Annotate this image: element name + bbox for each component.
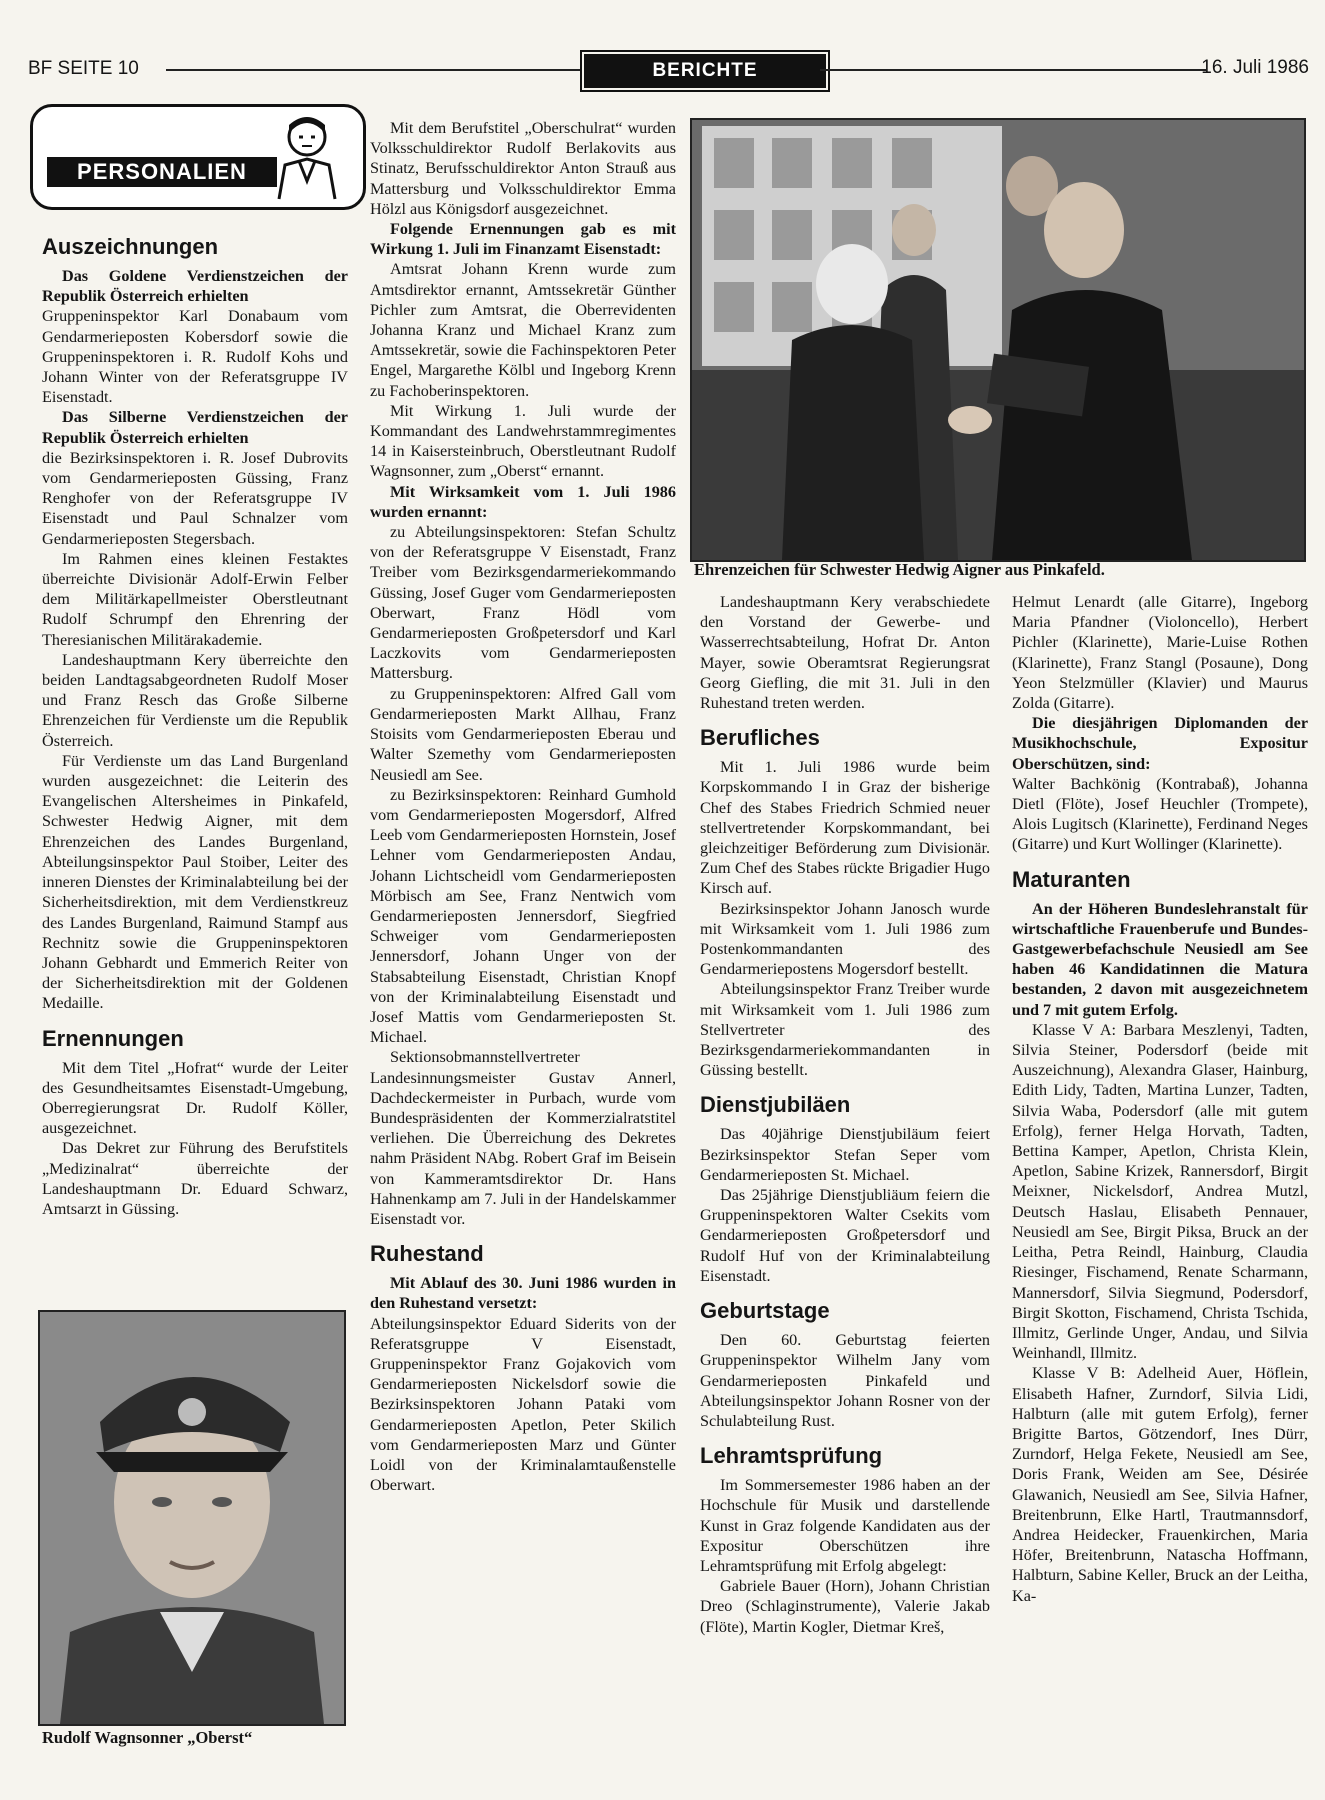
paragraph: zu Bezirksinspektoren: Reinhard Gumhold vom Gendarmerieposten Mogersdorf, Alfred Leeb vom Gendarmerieposten Hornstein, Josef Lehner vom Gendarmerieposten Andau, Johann Lichtscheidl vom Gendarmerieposten Mörbisch am See, Franz Nentwich vom Gendarmerieposten Jennersdorf, Siegfried Schweiger vom Gendarmerieposten Jennersdorf, Johann Unger von der Stabsabteilung Eisenstadt, Christian Knopf von der Kriminalabteilung Eisenstadt und Josef Mattis vom Gendarmerieposten St. Michael. <box>370 785 676 1047</box>
heading-lehramtspruefung: Lehramtsprüfung <box>700 1443 883 1469</box>
photo-caption-portrait: Rudolf Wagnsonner „Oberst“ <box>42 1728 253 1747</box>
paragraph: zu Abteilungsinspektoren: Stefan Schultz von der Referatsgruppe V Eisenstadt, Franz Treiber vom Bezirksgendarmeriekommando Güssing, Josef Guger vom Gendarmerieposten Oberwart, Franz Hödl vom Gendarmerieposten Großpetersdorf und Karl Laczkovits vom Gendarmerieposten Mattersburg. <box>370 523 676 683</box>
heading-maturanten: Maturanten <box>1012 866 1131 892</box>
personalien-banner <box>30 104 366 210</box>
paragraph: Landeshauptmann Kery überreichte den beiden Landtagsabgeordneten Rudolf Moser und Franz Resch das Große Silberne Ehrenzeichen für Verdienste um die Republik Österreich. <box>42 650 348 750</box>
paragraph-lead: Die diesjährigen Diplomanden der Musikhochschule, Expositur Oberschützen, sind: <box>1012 714 1308 773</box>
paragraph: Das 40jährige Dienstjubiläum feiert Bezirksinspektor Stefan Seper vom Gendarmerieposten St. Michael. <box>700 1125 990 1184</box>
heading-geburtstage: Geburtstage <box>700 1298 830 1324</box>
paragraph: Abteilungsinspektor Eduard Siderits von der Referatsgruppe V Eisenstadt, Gruppeninspektor Franz Gojakovich vom Gendarmerieposten Nickelsdorf sowie die Bezirksinspektoren Johann Pataki vom Gendarmerieposten Apetlon, Peter Skilich vom Gendarmerieposten Marz und Günter Loidl von der Kriminalamtaußenstelle Oberwart. <box>370 1314 676 1495</box>
heading-berufliches: Berufliches <box>700 725 820 751</box>
paragraph: Mit dem Berufstitel „Oberschulrat“ wurden Volksschuldirektor Rudolf Berlakovits aus Stinatz, Berufsschuldirektor Anton Strauß aus Mattersburg und Volksschuldirektor Emma Hölzl aus Königsdorf ausgezeichnet. <box>370 119 676 218</box>
heading-ernennungen: Ernennungen <box>42 1025 184 1051</box>
paragraph: Bezirksinspektor Johann Janosch wurde mit Wirksamkeit vom 1. Juli 1986 zum Postenkommandanten des Gendarmeriepostens Mogersdorf bestellt. <box>700 899 990 979</box>
paragraph: Im Rahmen eines kleinen Festaktes überreichte Divisionär Adolf-Erwin Felber dem Militärkapellmeister Oberstleutnant Rudolf Schrumpf den Ehrenring der Theresianischen Militärakademie. <box>42 549 348 649</box>
paragraph: Mit Wirkung 1. Juli wurde der Kommandant des Landwehrstammregimentes 14 in Kaisersteinbruch, Oberstleutnant Rudolf Wagnsonner, zum „Oberst“ ernannt. <box>370 401 676 481</box>
paragraph-lead: An der Höheren Bundeslehranstalt für wirtschaftliche Frauenberufe und Bundes-Gastgewerbefachschule Neusiedl am See haben 46 Kandidatinnen die Matura bestanden, 2 davon mit ausgezeichnetem und 7 mit gutem Erfolg. <box>1012 899 1308 1019</box>
paragraph: Mit dem Titel „Hofrat“ wurde der Leiter des Gesundheitsamtes Eisenstadt-Umgebung, Oberregierungsrat Dr. Rudolf Köller, ausgezeichnet. <box>42 1058 348 1138</box>
paragraph-lead: Mit Wirksamkeit vom 1. Juli 1986 wurden ernannt: <box>370 482 676 521</box>
person-icon <box>267 111 347 201</box>
section-label: BERICHTE <box>584 54 826 88</box>
paragraph: Helmut Lenardt (alle Gitarre), Ingeborg Maria Pfandner (Violoncello), Herbert Pichler (Klarinette), Marie-Luise Rothen (Klarinette), Franz Stangl (Posaune), Dong Yeon Stelzmüller (Klavier) und Maurus Zolda (Gitarre). <box>1012 593 1308 713</box>
photo-ceremony <box>690 118 1306 562</box>
column-2 <box>370 118 676 1495</box>
paragraph-lead: Mit Ablauf des 30. Juni 1986 wurden in den Ruhestand versetzt: <box>370 1274 676 1313</box>
paragraph-lead: Das Silberne Verdienstzeichen der Republik Österreich erhielten <box>42 408 348 447</box>
page-header <box>28 52 1309 92</box>
paragraph: Amtsrat Johann Krenn wurde zum Amtsdirektor ernannt, Amtssekretär Günther Pichler zum Amtsrat, die Oberrevidenten Johanna Kranz und Michael Kranz zum Amtssekretär, sowie die Fachinspektoren Peter Engel, Margarethe Kölbl und Ingeborg Krenn zu Fachoberinspektoren. <box>370 260 676 400</box>
header-rule-right <box>820 69 1206 71</box>
paragraph-lead: Folgende Ernennungen gab es mit Wirkung 1. Juli im Finanzamt Eisenstadt: <box>370 220 676 259</box>
issue-date: 16. Juli 1986 <box>1201 57 1309 78</box>
page-number: BF SEITE 10 <box>28 58 139 79</box>
paragraph: Klasse V B: Adelheid Auer, Höflein, Elisabeth Hafner, Zurndorf, Silvia Lidi, Halbturn (alle mit gutem Erfolg), ferner Brigitte Bartos, Götzendorf, Ines Dürr, Zurndorf, Helga Fekete, Neusiedl am See, Doris Frank, Weiden am See, Désirée Glawanich, Neusiedl am See, Silvia Hafner, Breitenbrunn, Elke Hartl, Trautmannsdorf, Andrea Heidecker, Frauenkirchen, Maria Höfer, Breitenbrunn, Natascha Hoffmann, Halbturn, Sabine Keller, Bruck an der Leitha, Ka- <box>1012 1364 1308 1605</box>
column-1 <box>42 222 348 1219</box>
paragraph: Klasse V A: Barbara Meszlenyi, Tadten, Silvia Steiner, Podersdorf (beide mit Auszeichnung), Alexandra Glaser, Hainburg, Edith Lidy, Tadten, Martina Lunzer, Tadten, Silvia Waba, Podersdorf (alle mit gutem Erfolg), ferner Helga Horvath, Tadten, Bettina Kamper, Apetlon, Christa Klein, Apetlon, Sabine Krizek, Rannersdorf, Birgit Meixner, Nickelsdorf, Andrea Mutzl, Deutsch Haslau, Elisabeth Pennauer, Neusiedl am See, Birgit Piksa, Bruck an der Leitha, Petra Reindl, Hainburg, Claudia Riesinger, Fischamend, Renate Scharmann, Mannersdorf, Silvia Siegmund, Podersdorf, Birgit Skotton, Fischamend, Christa Tschida, Illmitz, Gerlinde Unger, Andau, und Silvia Weinhandl, Illmitz. <box>1012 1020 1308 1363</box>
heading-auszeichnungen: Auszeichnungen <box>42 234 219 259</box>
paragraph: Sektionsobmannstellvertreter Landesinnungsmeister Gustav Annerl, Dachdeckermeister in Purbach, wurde vom Bundespräsidenten der Kommerzialratstitel verliehen. Die Überreichung des Dekretes nahm Präsident NAbg. Robert Graf im Beisein von Kammeramtsdirektor Dr. Hans Hahnenkamp am 7. Juli in der Handelskammer Eisenstadt vor. <box>370 1048 676 1228</box>
paragraph: Im Sommersemester 1986 haben an der Hochschule für Musik und darstellende Kunst in Graz folgende Kandidaten aus der Expositur Oberschützen ihre Lehramtsprüfung mit Erfolg abgelegt: <box>700 1476 990 1575</box>
paragraph: Mit 1. Juli 1986 wurde beim Korpskommando I in Graz der bisherige Chef des Stabes Friedrich Schmied neuer stellvertretender Korpskommandant, bei gleichzeitiger Beförderung zum Divisionär. Zum Chef des Stabes rückte Brigadier Hugo Kirsch auf. <box>700 758 990 898</box>
paragraph: Das 25jährige Dienstjubliäum feiern die Gruppeninspektoren Walter Csekits vom Gendarmerieposten Großpetersdorf und Rudolf Huf von der Kriminalabteilung Eisenstadt. <box>700 1186 990 1285</box>
column-3 <box>700 592 990 1637</box>
paragraph: Für Verdienste um das Land Burgenland wurden ausgezeichnet: die Leiterin des Evangelischen Altersheimes in Pinkafeld, Schwester Hedwig Aigner, mit dem Ehrenzeichen des Landes Burgenland, Abteilungsinspektor Paul Stoiber, Leiter des inneren Dienstes der Kriminalabteilung bei der Sicherheitsdirektion, mit dem Verdienstkreuz des Landes Burgenland, Raimund Stampf aus Rechnitz sowie die Gruppeninspektoren Johann Gebhardt und Emmerich Reiter von der Sicherheitsdirektion mit der Goldenen Medaille. <box>42 751 348 1013</box>
paragraph: Gabriele Bauer (Horn), Johann Christian Dreo (Schlaginstrumente), Valerie Jakab (Flöte), Martin Kogler, Dietmar Kreš, <box>700 1577 990 1636</box>
header-rule-left <box>166 69 584 71</box>
heading-ruhestand: Ruhestand <box>370 1241 484 1267</box>
paragraph: Das Dekret zur Führung des Berufstitels „Medizinalrat“ überreichte der Landeshauptmann Dr. Eduard Schwarz, Amtsarzt in Güssing. <box>42 1139 348 1218</box>
paragraph: Walter Bachkönig (Kontrabaß), Johanna Dietl (Flöte), Josef Heuchler (Trompete), Alois Lugitsch (Klarinette), Ferdinand Neges (Gitarre) und Kurt Wollinger (Klarinette). <box>1012 774 1308 854</box>
paragraph-lead: Das Goldene Verdienstzeichen der Republik Österreich erhielten <box>42 267 348 306</box>
paragraph: zu Gruppeninspektoren: Alfred Gall vom Gendarmerieposten Markt Allhau, Franz Stoisits vom Gendarmerieposten Eberau und Walter Szemethy vom Gendarmerieposten Neusiedl am See. <box>370 684 676 784</box>
photo-caption-ceremony: Ehrenzeichen für Schwester Hedwig Aigner aus Pinkafeld. <box>694 560 1105 579</box>
photo-portrait <box>38 1310 346 1726</box>
heading-dienstjubilaeen: Dienstjubiläen <box>700 1092 851 1118</box>
paragraph: Abteilungsinspektor Franz Treiber wurde mit Wirksamkeit vom 1. Juli 1986 zum Stellvertreter des Bezirksgendarmeriekommandanten in Güssing bestellt. <box>700 980 990 1080</box>
column-4 <box>1012 592 1308 1606</box>
personalien-label: PERSONALIEN <box>47 157 277 187</box>
paragraph: die Bezirksinspektoren i. R. Josef Dubrovits vom Gendarmerieposten Güssing, Franz Renghofer von der Referatsgruppe IV Eisenstadt und Paul Schnalzer vom Gendarmerieposten Stegersbach. <box>42 448 348 548</box>
paragraph: Gruppeninspektor Karl Donabaum vom Gendarmerieposten Kobersdorf sowie die Gruppeninspektoren i. R. Rudolf Kohs und Johann Winter von der Referatsgruppe IV Eisenstadt. <box>42 307 348 407</box>
paragraph: Landeshauptmann Kery verabschiedete den Vorstand der Gewerbe- und Wasserrechtsabteilung, Hofrat Dr. Anton Mayer, sowie Oberamtsrat Regierungsrat Georg Giefling, die mit 31. Juli in den Ruhestand treten werden. <box>700 593 990 713</box>
paragraph: Den 60. Geburtstag feierten Gruppeninspektor Wilhelm Jany vom Gendarmerieposten Pinkafeld und Abteilungsinspektor Johann Rosner von der Schulabteilung Rust. <box>700 1331 990 1430</box>
